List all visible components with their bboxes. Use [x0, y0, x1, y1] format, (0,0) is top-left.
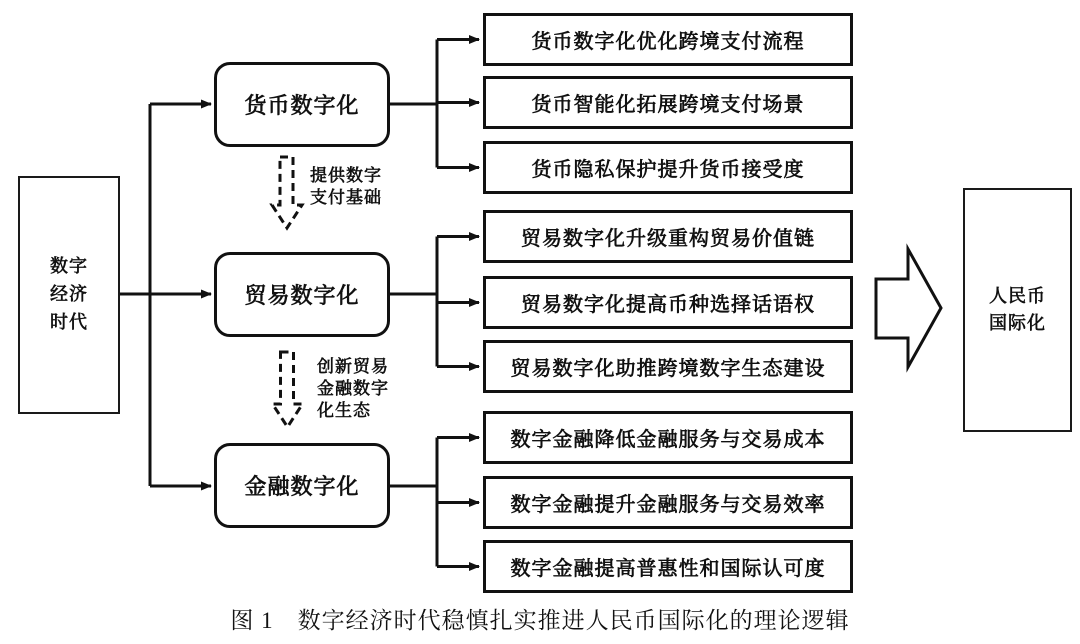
big-right-arrow-icon: [876, 249, 941, 367]
node-label-line: 人民币: [989, 286, 1046, 306]
figure-caption: 图 1 数字经济时代稳慎扎实推进人民币国际化的理论逻辑: [230, 608, 850, 633]
transition-label-line: 创新贸易: [317, 357, 389, 376]
node-label: 货币数字化: [244, 93, 360, 118]
transition-label-digital-payment-basis: [310, 165, 382, 209]
node-label: 数字金融提高普惠性和国际认可度: [510, 558, 826, 580]
node-label: 货币数字化优化跨境支付流程: [531, 31, 805, 53]
node-trade-digitalization: [214, 252, 390, 337]
node-label: 贸易数字化助推跨境数字生态建设: [510, 358, 826, 380]
node-rmb-internationalization: [963, 188, 1072, 432]
node-outcome-6: [483, 340, 853, 393]
source-branch-lines: [120, 104, 211, 486]
node-label: 贸易数字化升级重构贸易价值链: [521, 228, 815, 250]
node-label: 贸易数字化提高币种选择话语权: [521, 294, 815, 316]
fanout-finance: [390, 438, 479, 567]
node-label: 数字金融提升金融服务与交易效率: [510, 494, 826, 516]
node-label: 货币隐私保护提升货币接受度: [531, 159, 805, 181]
transition-label-line: 金融数字: [317, 379, 389, 399]
node-outcome-3: [483, 141, 853, 194]
transition-label-line: 化生态: [317, 401, 371, 421]
transition-label-line: 支付基础: [310, 188, 382, 208]
node-label-line: 国际化: [989, 313, 1046, 333]
node-outcome-5: [483, 276, 853, 329]
node-outcome-4: [483, 210, 853, 263]
node-outcome-1: [483, 13, 853, 66]
node-label: 数字金融降低金融服务与交易成本: [510, 429, 826, 451]
node-outcome-7: [483, 411, 853, 464]
transition-label-line: 提供数字: [310, 166, 382, 185]
node-digital-economy-era: [18, 176, 120, 414]
node-label-line: 经济: [50, 284, 88, 305]
dashed-arrow-currency-to-trade-icon: [272, 157, 302, 228]
node-finance-digitalization: [214, 443, 390, 528]
node-outcome-2: [483, 76, 853, 129]
node-label: 货币智能化拓展跨境支付场景: [531, 94, 805, 116]
node-outcome-9: [483, 540, 853, 593]
node-outcome-8: [483, 476, 853, 529]
transition-label-trade-finance-ecosystem: [317, 356, 389, 422]
node-label: 贸易数字化: [244, 283, 360, 308]
node-currency-digitalization: [214, 62, 390, 147]
fanout-trade: [390, 237, 479, 367]
node-label-line: 数字: [50, 256, 88, 277]
dashed-arrow-trade-to-finance-icon: [273, 352, 303, 427]
node-label: 金融数字化: [244, 474, 360, 499]
fanout-currency: [390, 40, 479, 168]
node-label-line: 时代: [50, 311, 88, 332]
